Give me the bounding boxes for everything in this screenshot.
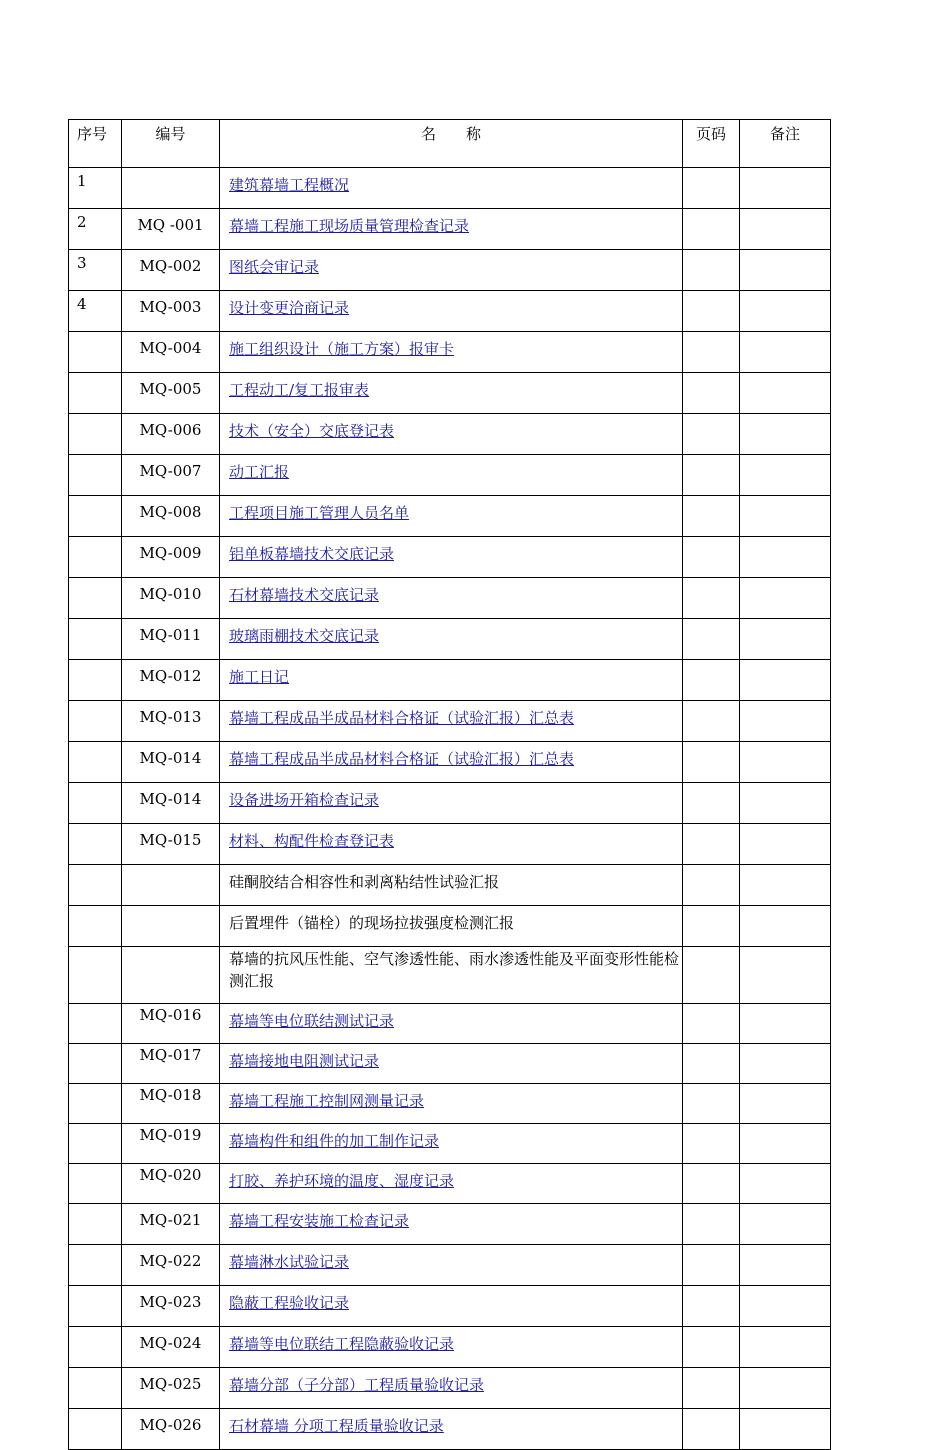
row-document-link[interactable]: 工程动工/复工报审表 [229, 381, 370, 399]
row-page [683, 824, 740, 865]
row-name-cell [220, 1044, 683, 1084]
row-code [122, 947, 220, 1004]
row-document-link[interactable]: 幕墙接地电阻测试记录 [229, 1052, 380, 1070]
row-page [683, 537, 740, 578]
row-document-link[interactable]: 打胶、养护环境的温度、湿度记录 [229, 1172, 455, 1190]
row-document-link[interactable]: 设计变更洽商记录 [229, 299, 350, 317]
row-remark [740, 1084, 831, 1124]
row-code: MQ-024 [122, 1327, 220, 1368]
table-row [69, 906, 831, 947]
row-remark [740, 1164, 831, 1204]
row-page [683, 906, 740, 947]
row-page [683, 168, 740, 209]
row-name-cell [220, 619, 683, 660]
row-code [122, 906, 220, 947]
row-document-link[interactable]: 幕墙分部（子分部）工程质量验收记录 [229, 1376, 485, 1394]
row-serial-number [69, 783, 122, 824]
row-serial-number [69, 865, 122, 906]
row-serial-number [69, 1409, 122, 1450]
row-serial-number [69, 537, 122, 578]
row-code: MQ-002 [122, 250, 220, 291]
table-row [69, 168, 831, 209]
header-serial-number: 序号 [69, 120, 122, 168]
table-row [69, 947, 831, 1004]
row-serial-number [69, 414, 122, 455]
header-name: 名 称 [220, 120, 683, 168]
row-serial-number [69, 619, 122, 660]
row-name-cell [220, 660, 683, 701]
table-row [69, 1286, 831, 1327]
row-remark [740, 1204, 831, 1245]
row-page [683, 373, 740, 414]
row-code: MQ-021 [122, 1204, 220, 1245]
table-row [69, 824, 831, 865]
row-name-cell [220, 1245, 683, 1286]
row-name-cell [220, 578, 683, 619]
table-row [69, 783, 831, 824]
row-remark [740, 865, 831, 906]
row-code: MQ-011 [122, 619, 220, 660]
row-serial-number [69, 824, 122, 865]
row-page [683, 1368, 740, 1409]
row-serial-number [69, 1004, 122, 1044]
row-remark [740, 250, 831, 291]
row-serial-number [69, 1084, 122, 1124]
row-document-link[interactable]: 铝单板幕墙技术交底记录 [229, 545, 395, 563]
row-page [683, 1124, 740, 1164]
row-document-link[interactable]: 幕墙工程安装施工检查记录 [229, 1212, 410, 1230]
row-page [683, 414, 740, 455]
row-name-cell [220, 414, 683, 455]
row-document-link[interactable]: 图纸会审记录 [229, 258, 320, 276]
table-row [69, 1084, 831, 1124]
row-page [683, 865, 740, 906]
table-row [69, 1409, 831, 1450]
row-remark [740, 660, 831, 701]
table-row [69, 1124, 831, 1164]
row-code: MQ-003 [122, 291, 220, 332]
row-document-link[interactable]: 施工组织设计（施工方案）报审卡 [229, 340, 455, 358]
row-remark [740, 1286, 831, 1327]
row-document-link[interactable]: 幕墙工程成品半成品材料合格证（试验汇报）汇总表 [229, 750, 575, 768]
header-page: 页码 [683, 120, 740, 168]
row-code [122, 865, 220, 906]
row-serial-number [69, 1204, 122, 1245]
row-document-link[interactable]: 幕墙淋水试验记录 [229, 1253, 350, 1271]
table-row [69, 455, 831, 496]
row-document-link[interactable]: 幕墙工程成品半成品材料合格证（试验汇报）汇总表 [229, 709, 575, 727]
row-page [683, 578, 740, 619]
row-serial-number [69, 701, 122, 742]
row-remark [740, 906, 831, 947]
row-name-cell [220, 332, 683, 373]
row-document-link[interactable]: 隐蔽工程验收记录 [229, 1294, 350, 1312]
row-serial-number [69, 455, 122, 496]
row-name-cell [220, 537, 683, 578]
row-serial-number [69, 947, 122, 1004]
row-page [683, 783, 740, 824]
row-name-cell [220, 783, 683, 824]
row-code: MQ-017 [122, 1044, 220, 1084]
row-page [683, 1004, 740, 1044]
row-name-cell [220, 168, 683, 209]
row-page [683, 660, 740, 701]
row-name-cell [220, 701, 683, 742]
row-page [683, 742, 740, 783]
table-row [69, 373, 831, 414]
row-remark [740, 1245, 831, 1286]
table-row [69, 1044, 831, 1084]
table-row [69, 414, 831, 455]
row-code: MQ-015 [122, 824, 220, 865]
row-code [122, 168, 220, 209]
document-index-table [68, 119, 831, 1450]
row-document-link[interactable]: 材料、构配件检查登记表 [229, 832, 395, 850]
row-serial-number [69, 906, 122, 947]
table-body [69, 168, 831, 1450]
header-remark: 备注 [740, 120, 831, 168]
row-serial-number [69, 578, 122, 619]
row-serial-number [69, 742, 122, 783]
row-remark [740, 414, 831, 455]
row-remark [740, 209, 831, 250]
row-page [683, 496, 740, 537]
row-code: MQ-025 [122, 1368, 220, 1409]
row-remark [740, 742, 831, 783]
row-document-link[interactable]: 幕墙工程施工控制网测量记录 [229, 1092, 425, 1110]
row-serial-number [69, 1044, 122, 1084]
table-header-row [69, 120, 831, 168]
row-code: MQ-008 [122, 496, 220, 537]
row-serial-number [69, 1245, 122, 1286]
row-code: MQ-018 [122, 1084, 220, 1124]
row-remark [740, 578, 831, 619]
row-page [683, 701, 740, 742]
row-name-cell [220, 1124, 683, 1164]
row-code: MQ-020 [122, 1164, 220, 1204]
row-serial-number [69, 1327, 122, 1368]
row-page [683, 250, 740, 291]
row-name-cell [220, 455, 683, 496]
row-document-link[interactable]: 玻璃雨棚技术交底记录 [229, 627, 380, 645]
row-code: MQ-014 [122, 742, 220, 783]
row-code: MQ-014 [122, 783, 220, 824]
row-document-link[interactable]: 幕墙等电位联结测试记录 [229, 1012, 395, 1030]
row-code: MQ-022 [122, 1245, 220, 1286]
row-serial-number: 4 [69, 291, 122, 332]
row-name-cell [220, 906, 683, 947]
row-code: MQ-013 [122, 701, 220, 742]
row-document-link[interactable]: 石材幕墙 分项工程质量验收记录 [229, 1417, 444, 1435]
row-code: MQ-005 [122, 373, 220, 414]
row-name-cell [220, 250, 683, 291]
table-row [69, 1245, 831, 1286]
row-name-cell [220, 291, 683, 332]
row-document-link[interactable]: 工程项目施工管理人员名单 [229, 504, 410, 522]
row-document-link[interactable]: 动工汇报 [229, 463, 290, 481]
row-page [683, 947, 740, 1004]
row-remark [740, 537, 831, 578]
row-document-link[interactable]: 幕墙工程施工现场质量管理检查记录 [229, 217, 470, 235]
table-row [69, 742, 831, 783]
row-remark [740, 1124, 831, 1164]
row-code: MQ-012 [122, 660, 220, 701]
row-page [683, 455, 740, 496]
row-document-link[interactable]: 施工日记 [229, 668, 290, 686]
row-code: MQ -001 [122, 209, 220, 250]
row-document-link[interactable]: 幕墙等电位联结工程隐蔽验收记录 [229, 1335, 455, 1353]
table-row [69, 578, 831, 619]
row-name-cell [220, 209, 683, 250]
row-name-cell [220, 1164, 683, 1204]
row-page [683, 332, 740, 373]
row-code: MQ-004 [122, 332, 220, 373]
row-name-cell [220, 1286, 683, 1327]
row-serial-number: 1 [69, 168, 122, 209]
table-row [69, 660, 831, 701]
row-document-title: 后置埋件（锚栓）的现场拉拔强度检测汇报 [229, 914, 515, 932]
row-remark [740, 168, 831, 209]
row-remark [740, 1004, 831, 1044]
table-row [69, 701, 831, 742]
row-remark [740, 496, 831, 537]
row-page [683, 1286, 740, 1327]
row-remark [740, 619, 831, 660]
row-remark [740, 1044, 831, 1084]
row-document-link[interactable]: 设备进场开箱检查记录 [229, 791, 380, 809]
table-row [69, 291, 831, 332]
table-row [69, 1204, 831, 1245]
row-name-cell [220, 1368, 683, 1409]
row-code: MQ-019 [122, 1124, 220, 1164]
row-code: MQ-016 [122, 1004, 220, 1044]
row-serial-number [69, 1368, 122, 1409]
row-serial-number [69, 1124, 122, 1164]
table-row [69, 1327, 831, 1368]
row-page [683, 1327, 740, 1368]
row-name-cell [220, 1327, 683, 1368]
row-code: MQ-026 [122, 1409, 220, 1450]
table-row [69, 1004, 831, 1044]
row-code: MQ-006 [122, 414, 220, 455]
row-serial-number [69, 1164, 122, 1204]
row-name-cell [220, 373, 683, 414]
table-row [69, 537, 831, 578]
row-page [683, 1164, 740, 1204]
row-name-cell [220, 1004, 683, 1044]
row-name-cell [220, 1409, 683, 1450]
row-name-cell [220, 742, 683, 783]
row-remark [740, 1409, 831, 1450]
row-remark [740, 947, 831, 1004]
row-page [683, 291, 740, 332]
row-serial-number [69, 660, 122, 701]
row-page [683, 619, 740, 660]
row-remark [740, 373, 831, 414]
row-remark [740, 1327, 831, 1368]
row-code: MQ-009 [122, 537, 220, 578]
table-row [69, 619, 831, 660]
row-document-title: 幕墙的抗风压性能、空气渗透性能、雨水渗透性能及平面变形性能检测汇报 [229, 950, 680, 990]
row-serial-number: 2 [69, 209, 122, 250]
row-name-cell [220, 947, 683, 1004]
row-code: MQ-023 [122, 1286, 220, 1327]
row-page [683, 1084, 740, 1124]
header-code: 编号 [122, 120, 220, 168]
table-row [69, 496, 831, 537]
row-document-link[interactable]: 幕墙构件和组件的加工制作记录 [229, 1132, 440, 1150]
row-page [683, 1044, 740, 1084]
table-row [69, 1164, 831, 1204]
row-name-cell [220, 1204, 683, 1245]
row-remark [740, 824, 831, 865]
row-remark [740, 332, 831, 373]
row-name-cell [220, 1084, 683, 1124]
row-remark [740, 783, 831, 824]
table-row [69, 209, 831, 250]
row-page [683, 1409, 740, 1450]
row-serial-number: 3 [69, 250, 122, 291]
row-document-title: 硅酮胶结合相容性和剥离粘结性试验汇报 [229, 873, 500, 891]
table-row [69, 332, 831, 373]
row-serial-number [69, 496, 122, 537]
table-row [69, 865, 831, 906]
row-name-cell [220, 824, 683, 865]
row-remark [740, 701, 831, 742]
row-code: MQ-007 [122, 455, 220, 496]
row-code: MQ-010 [122, 578, 220, 619]
table-row [69, 1368, 831, 1409]
row-page [683, 1245, 740, 1286]
row-name-cell [220, 496, 683, 537]
row-serial-number [69, 373, 122, 414]
row-document-link[interactable]: 石材幕墙技术交底记录 [229, 586, 380, 604]
row-page [683, 209, 740, 250]
row-name-cell [220, 865, 683, 906]
table-row [69, 250, 831, 291]
row-document-link[interactable]: 建筑幕墙工程概况 [229, 176, 350, 194]
row-remark [740, 455, 831, 496]
row-serial-number [69, 332, 122, 373]
row-remark [740, 1368, 831, 1409]
row-remark [740, 291, 831, 332]
row-document-link[interactable]: 技术（安全）交底登记表 [229, 422, 395, 440]
row-page [683, 1204, 740, 1245]
row-serial-number [69, 1286, 122, 1327]
